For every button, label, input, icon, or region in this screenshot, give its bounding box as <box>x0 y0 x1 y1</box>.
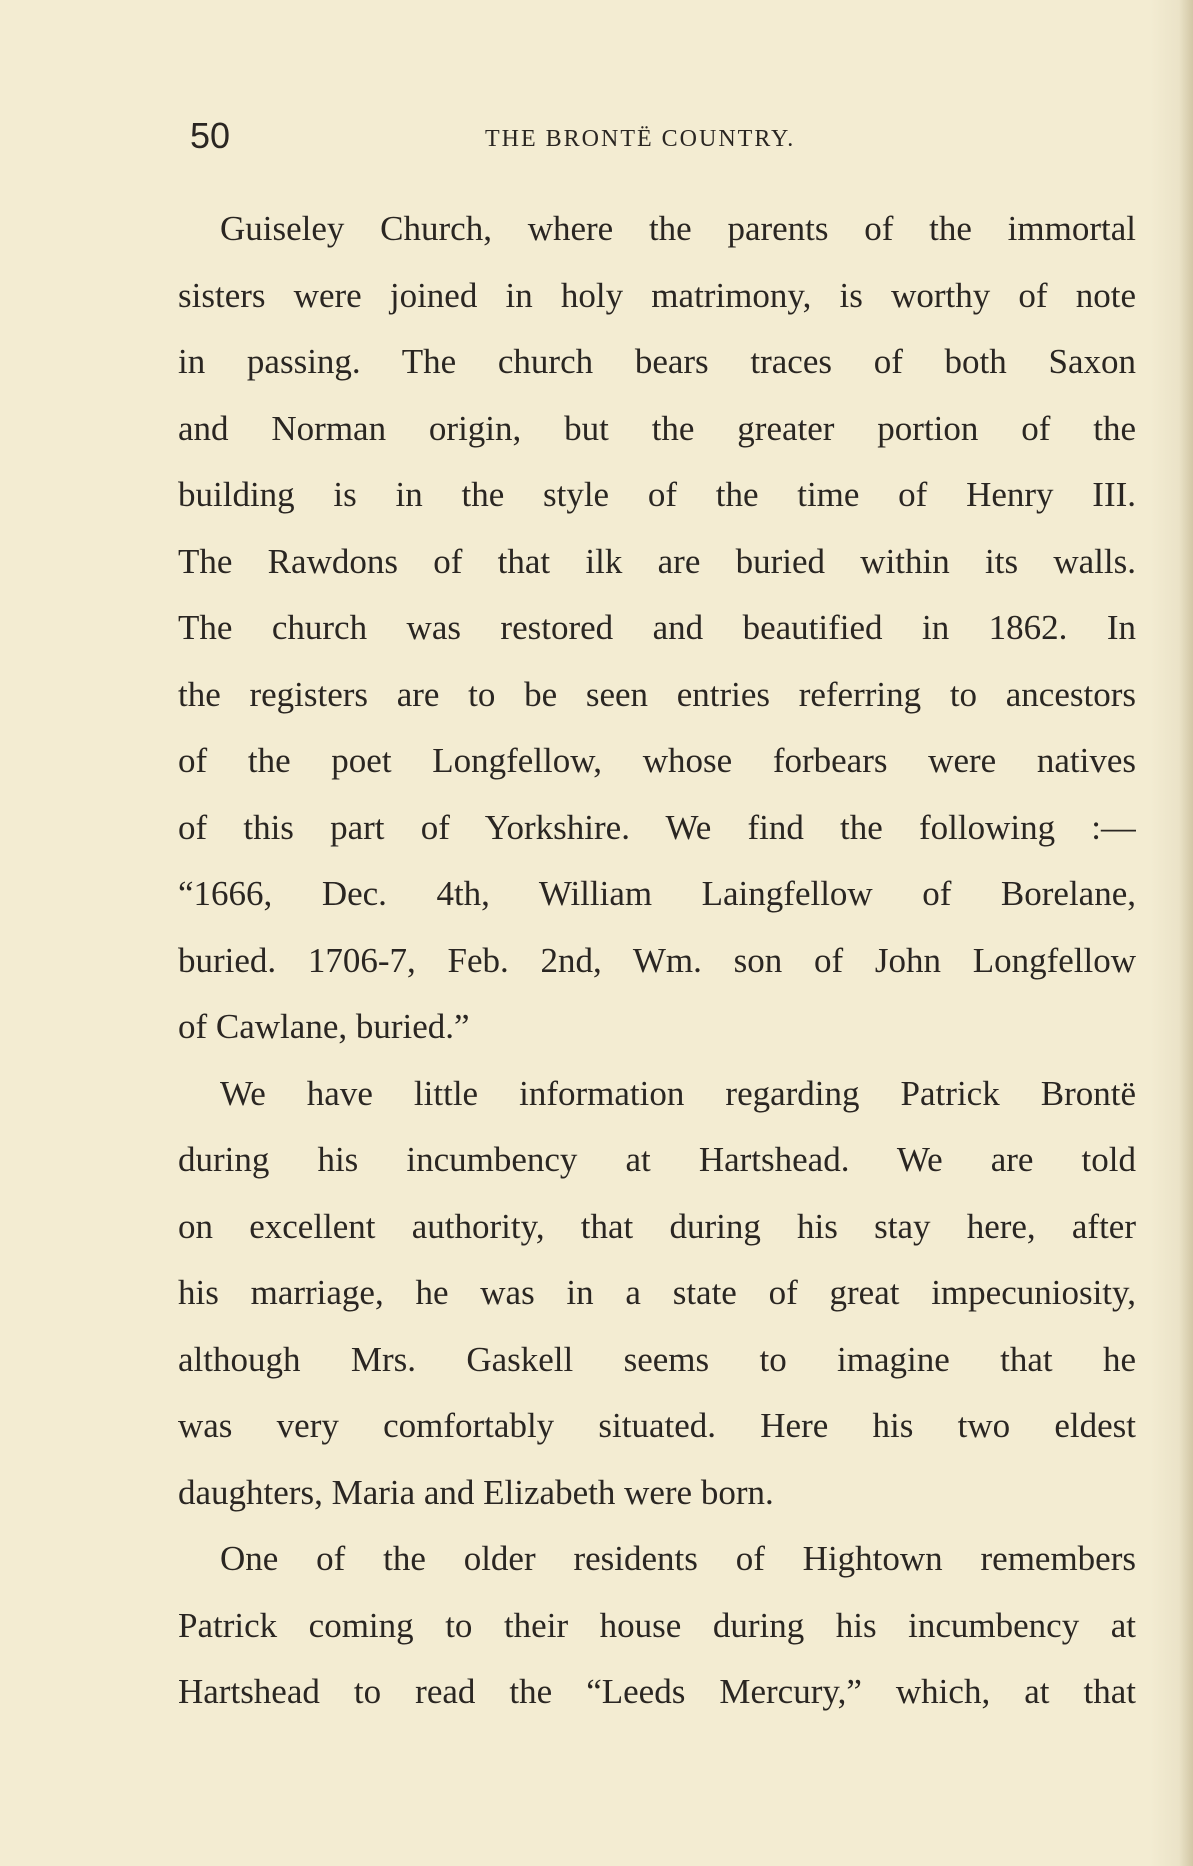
text-line: daughters, Maria and Elizabeth were born. <box>178 1472 774 1512</box>
text-line: The church was restored and beautified in 1862. In <box>178 608 1136 647</box>
text-line: building is in the style of the time of Henry III. <box>178 475 1136 514</box>
text-line: “1666, Dec. 4th, William Laingfellow of Borelane, <box>178 874 1136 913</box>
text-line: and Norman origin, but the greater portion of the <box>178 408 1136 448</box>
text-line: in passing. The church bears traces of both Saxon <box>178 342 1136 381</box>
text-line: Hartshead to read the “Leeds Mercury,” which, at that <box>178 1672 1136 1711</box>
text-line: sisters were joined in holy matrimony, is worthy of note <box>178 275 1136 315</box>
text-line: of this part of Yorkshire. We find the following :— <box>178 807 1136 847</box>
text-line: of the poet Longfellow, whose forbears were natives <box>178 741 1136 780</box>
text-line: of Cawlane, buried.” <box>178 1007 470 1046</box>
text-line: We have little information regarding Patrick Brontë <box>220 1073 1136 1113</box>
text-line: Guiseley Church, where the parents of the immortal <box>220 209 1136 248</box>
text-line: was very comfortably situated. Here his two eldest <box>178 1406 1136 1445</box>
page-number: 50 <box>190 115 231 156</box>
text-line: The Rawdons of that ilk are buried within its walls. <box>178 541 1136 581</box>
text-line: his marriage, he was in a state of great impecuniosity, <box>178 1273 1136 1312</box>
text-line: on excellent authority, that during his stay here, after <box>178 1206 1136 1246</box>
text-line: buried. 1706-7, Feb. 2nd, Wm. son of John Longfellow <box>178 940 1136 980</box>
text-line: the registers are to be seen entries referring to ancestors <box>178 674 1136 714</box>
text-line: during his incumbency at Hartshead. We are told <box>178 1140 1136 1179</box>
body-text <box>178 196 1136 1726</box>
page-edge-shadow <box>1179 0 1193 1866</box>
text-line: One of the older residents of Hightown remembers <box>220 1539 1136 1578</box>
text-line: although Mrs. Gaskell seems to imagine that he <box>178 1339 1136 1379</box>
text-line: Patrick coming to their house during his incumbency at <box>178 1605 1136 1645</box>
page-header <box>190 116 1130 156</box>
running-title: THE BRONTË COUNTRY. <box>485 126 796 152</box>
